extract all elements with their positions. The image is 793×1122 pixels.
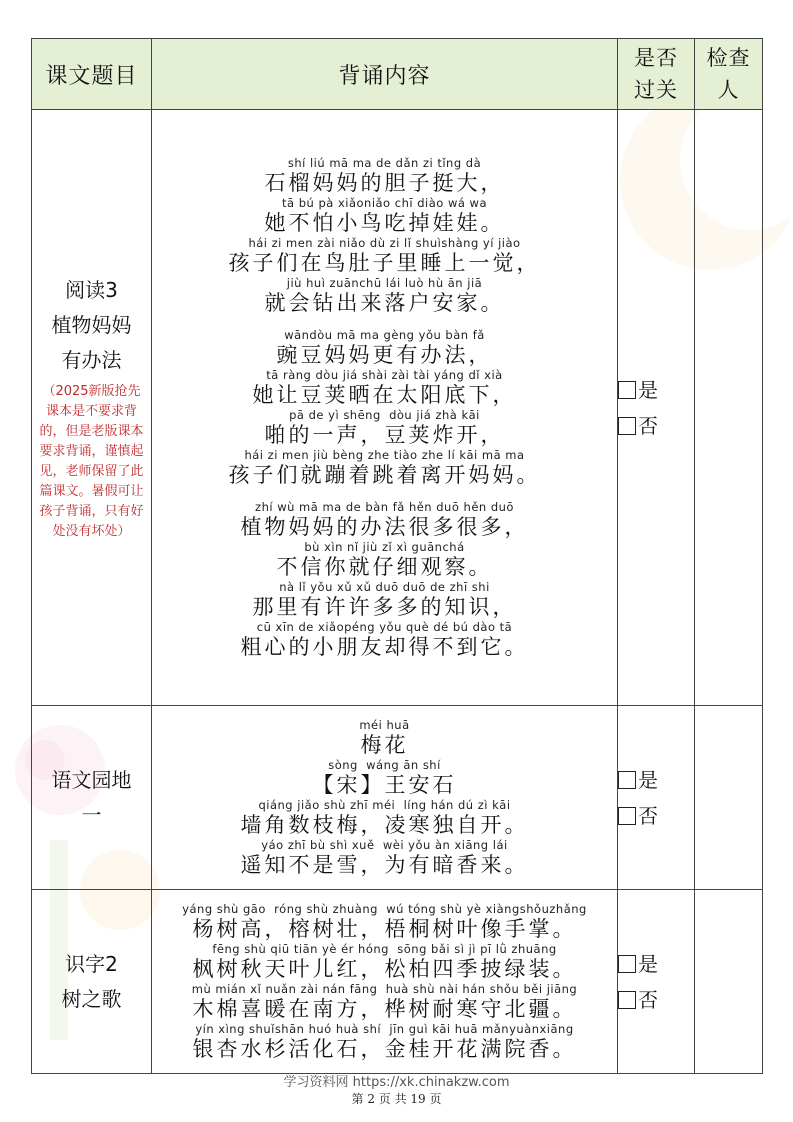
text-line [152, 982, 617, 1022]
text-line [152, 718, 617, 758]
recitation-text [152, 110, 618, 706]
pinyin: jiù huì zuānchū lái luò hù ān jiā [286, 275, 483, 290]
pinyin: méi huā [359, 717, 410, 732]
checkbox-no[interactable] [618, 807, 636, 825]
checker-cell[interactable] [695, 110, 763, 706]
hanzi: 那里有许许多多的知识， [252, 594, 517, 619]
header-pass-line2: 过关 [634, 78, 678, 102]
pinyin: zhí wù mā ma de bàn fǎ hěn duō hěn duō [255, 499, 514, 514]
hanzi: 啪的一声，豆荚炸开， [264, 422, 505, 447]
text-line [152, 236, 617, 276]
text-line [152, 620, 617, 660]
pinyin: qiáng jiǎo shù zhī méi líng hán dú zì kāi [258, 797, 511, 812]
text-line [152, 798, 617, 838]
check-no[interactable] [618, 982, 694, 1018]
recitation-text [152, 706, 618, 890]
header-checker [695, 39, 763, 110]
text-line [152, 368, 617, 408]
hanzi: 杨树高，榕树壮，梧桐树叶像手掌。 [192, 916, 577, 941]
hanzi: 遥知不是雪，为有暗香来。 [240, 852, 529, 877]
hanzi: 她让豆荚晒在太阳底下， [252, 382, 517, 407]
lesson-title-line: 有办法 [61, 348, 122, 372]
pass-check [618, 890, 695, 1074]
hanzi: 梅花 [360, 732, 409, 757]
header-content: 背诵内容 [152, 39, 618, 110]
pinyin: hái zi men zài niǎo dù zi lǐ shuìshàng yí jiào [248, 235, 521, 250]
pinyin: bù xìn nǐ jiù zǐ xì guānchá [304, 539, 465, 554]
header-checker-line2: 人 [717, 78, 740, 102]
pinyin: mù mián xǐ nuǎn zài nán fāng huà shù nài hán shǒu běi jiāng [191, 981, 578, 996]
check-no[interactable] [618, 408, 694, 444]
pass-check [618, 110, 695, 706]
hanzi: 不信你就仔细观察。 [276, 554, 493, 579]
check-yes-label: 是 [638, 377, 658, 402]
pinyin: shí liú mā ma de dǎn zi tǐng dà [287, 155, 482, 170]
hanzi: 就会钻出来落户安家。 [264, 290, 505, 315]
hanzi: 豌豆妈妈更有办法， [276, 342, 493, 367]
pinyin: tā bú pà xiǎoniǎo chī diào wá wa [281, 195, 488, 210]
text-line [152, 540, 617, 580]
recitation-table [31, 38, 763, 1074]
pinyin: tā ràng dòu jiá shài zài tài yáng dǐ xià [266, 367, 503, 382]
pinyin: wāndòu mā ma gèng yǒu bàn fǎ [284, 327, 485, 342]
text-line [152, 902, 617, 942]
text-line [152, 408, 617, 448]
lesson-title-line: 一 [81, 802, 102, 827]
hanzi: 孩子们就蹦着跳着离开妈妈。 [228, 462, 541, 487]
pinyin: yáo zhī bù shì xuě wèi yǒu àn xiāng lái [261, 837, 508, 852]
hanzi: 木棉喜暖在南方，桦树耐寒守北疆。 [192, 996, 577, 1021]
text-line [152, 276, 617, 316]
text-line [152, 942, 617, 982]
text-line [152, 328, 617, 368]
text-line [152, 156, 617, 196]
check-yes[interactable] [618, 372, 694, 408]
pinyin: yín xìng shuǐshān huó huà shí jīn guì kāi huā mǎnyuànxiāng [195, 1021, 574, 1036]
header-checker-line1: 检查 [706, 46, 751, 70]
text-line [152, 1022, 617, 1062]
text-line [152, 448, 617, 488]
recitation-text [152, 890, 618, 1074]
header-pass [618, 39, 695, 110]
check-yes-label: 是 [638, 951, 658, 976]
pinyin: nà lǐ yǒu xǔ xǔ duō duō de zhī shi [279, 579, 490, 594]
lesson-title-line: 树之歌 [61, 986, 122, 1011]
text-line [152, 196, 617, 236]
lesson-row [32, 110, 763, 706]
header-title: 课文题目 [32, 39, 152, 110]
check-yes[interactable] [618, 946, 694, 982]
page-number: 第 2 页 共 19 页 [351, 1092, 442, 1106]
hanzi: 银杏水杉活化石，金桂开花满院香。 [192, 1036, 577, 1061]
lesson-title [32, 890, 152, 1074]
text-line [152, 500, 617, 540]
check-no-label: 否 [638, 413, 658, 438]
lesson-title [32, 706, 152, 890]
pinyin: fēng shù qiū tiān yè ér hóng sōng bǎi sì jì pī lǜ zhuāng [212, 941, 557, 956]
pass-check [618, 706, 695, 890]
check-no-label: 否 [638, 987, 658, 1012]
check-yes-label: 是 [638, 767, 658, 792]
pinyin: cū xīn de xiǎopéng yǒu què dé bú dào tā [256, 619, 513, 634]
lesson-title-line: 阅读3 [65, 278, 118, 302]
text-line [152, 838, 617, 878]
hanzi: 她不怕小鸟吃掉娃娃。 [264, 210, 505, 235]
checkbox-yes[interactable] [618, 955, 636, 973]
hanzi: 【宋】王安石 [312, 772, 457, 797]
lesson-row [32, 706, 763, 890]
header-pass-line1: 是否 [634, 46, 678, 70]
pinyin: sòng wáng ān shí [328, 757, 441, 772]
text-line [152, 758, 617, 798]
lesson-note: （2025新版抢先课本是不要求背的，但是老版课本要求背诵，谨慎起见，老师保留了此篇课文。暑假可让孩子背诵，只有好处没有坏处） [39, 384, 144, 539]
lesson-title [32, 110, 152, 706]
check-yes[interactable] [618, 762, 694, 798]
text-line [152, 580, 617, 620]
checkbox-no[interactable] [618, 417, 636, 435]
site-watermark: 学习资料网 https://xk.chinakzw.com [283, 1075, 510, 1090]
pinyin: yáng shù gāo róng shù zhuàng wú tóng shù yè xiàngshǒuzhǎng [182, 901, 587, 916]
hanzi: 孩子们在鸟肚子里睡上一觉， [228, 250, 541, 275]
pinyin: hái zi men jiù bèng zhe tiào zhe lí kāi mā ma [244, 447, 525, 462]
header-row [32, 39, 763, 110]
hanzi: 植物妈妈的办法很多很多， [240, 514, 529, 539]
lesson-title-line: 语文园地 [51, 767, 132, 792]
hanzi: 枫树秋天叶儿红，松柏四季披绿装。 [192, 956, 577, 981]
lesson-row [32, 890, 763, 1074]
checkbox-yes[interactable] [618, 771, 636, 789]
checkbox-no[interactable] [618, 991, 636, 1009]
hanzi: 粗心的小朋友却得不到它。 [240, 634, 529, 659]
check-no-label: 否 [638, 803, 658, 828]
pinyin: pā de yì shēng dòu jiá zhà kāi [289, 407, 480, 422]
check-no[interactable] [618, 798, 694, 834]
checker-cell[interactable] [695, 890, 763, 1074]
hanzi: 墙角数枝梅，凌寒独自开。 [240, 812, 529, 837]
lesson-title-line: 识字2 [65, 951, 118, 976]
hanzi: 石榴妈妈的胆子挺大， [264, 170, 505, 195]
checker-cell[interactable] [695, 706, 763, 890]
lesson-title-line: 植物妈妈 [51, 313, 132, 337]
checkbox-yes[interactable] [618, 381, 636, 399]
